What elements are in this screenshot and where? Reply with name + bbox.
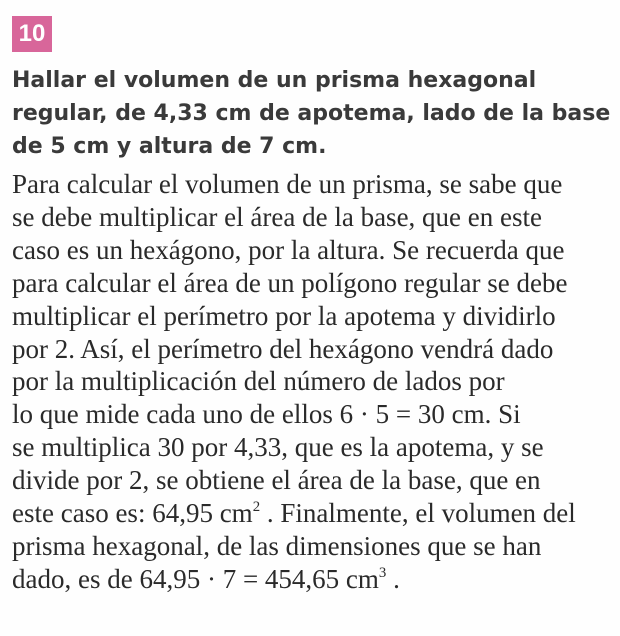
cubed-exponent: 3 [378,564,387,581]
explanation-line: se multiplica 30 por 4,33, que es la apotema, y se [12,432,544,463]
exercise-title-line: Hallar el volumen de un prisma hexagonal [12,68,537,93]
area-result-text: este caso es: 64,95 cm [12,498,253,529]
area-result-line [12,497,612,530]
explanation-line: multiplicar el perímetro por la apotema y dividirlo [12,300,556,331]
explanation-line: para calcular el área de un polígono regular se debe [12,267,568,298]
explanation-line: lo que mide cada uno de ellos 6 · 5 = 30 cm. Si [12,399,521,430]
volume-result-text: dado, es de 64,95 · 7 = 454,65 cm [12,563,379,594]
explanation-line: se debe multiplicar el área de la base, que en este [12,201,542,232]
explanation-line: divide por 2, se obtiene el área de la base, que en [12,465,541,496]
explanation-line: por 2. Así, el perímetro del hexágono vendrá dado [12,333,554,364]
explanation-paragraph [12,168,612,596]
volume-result-end: . [386,563,400,594]
volume-result-line [12,563,612,596]
explanation-line: Para calcular el volumen de un prisma, se sabe que [12,169,563,199]
explanation-line: caso es un hexágono, por la altura. Se recuerda que [12,234,565,265]
exercise-title-line: de 5 cm y altura de 7 cm. [12,134,327,159]
exercise-title-line: regular, de 4,33 cm de apotema, lado de la base [12,101,611,126]
explanation-line: prisma hexagonal, de las dimensiones que se han [12,530,542,561]
exercise-title [12,64,611,163]
area-result-continuation: . Finalmente, el volumen del [260,498,576,529]
squared-exponent: 2 [252,498,261,515]
explanation-line: por la multiplicación del número de lados por [12,366,505,397]
exercise-number-badge: 10 [12,16,52,52]
